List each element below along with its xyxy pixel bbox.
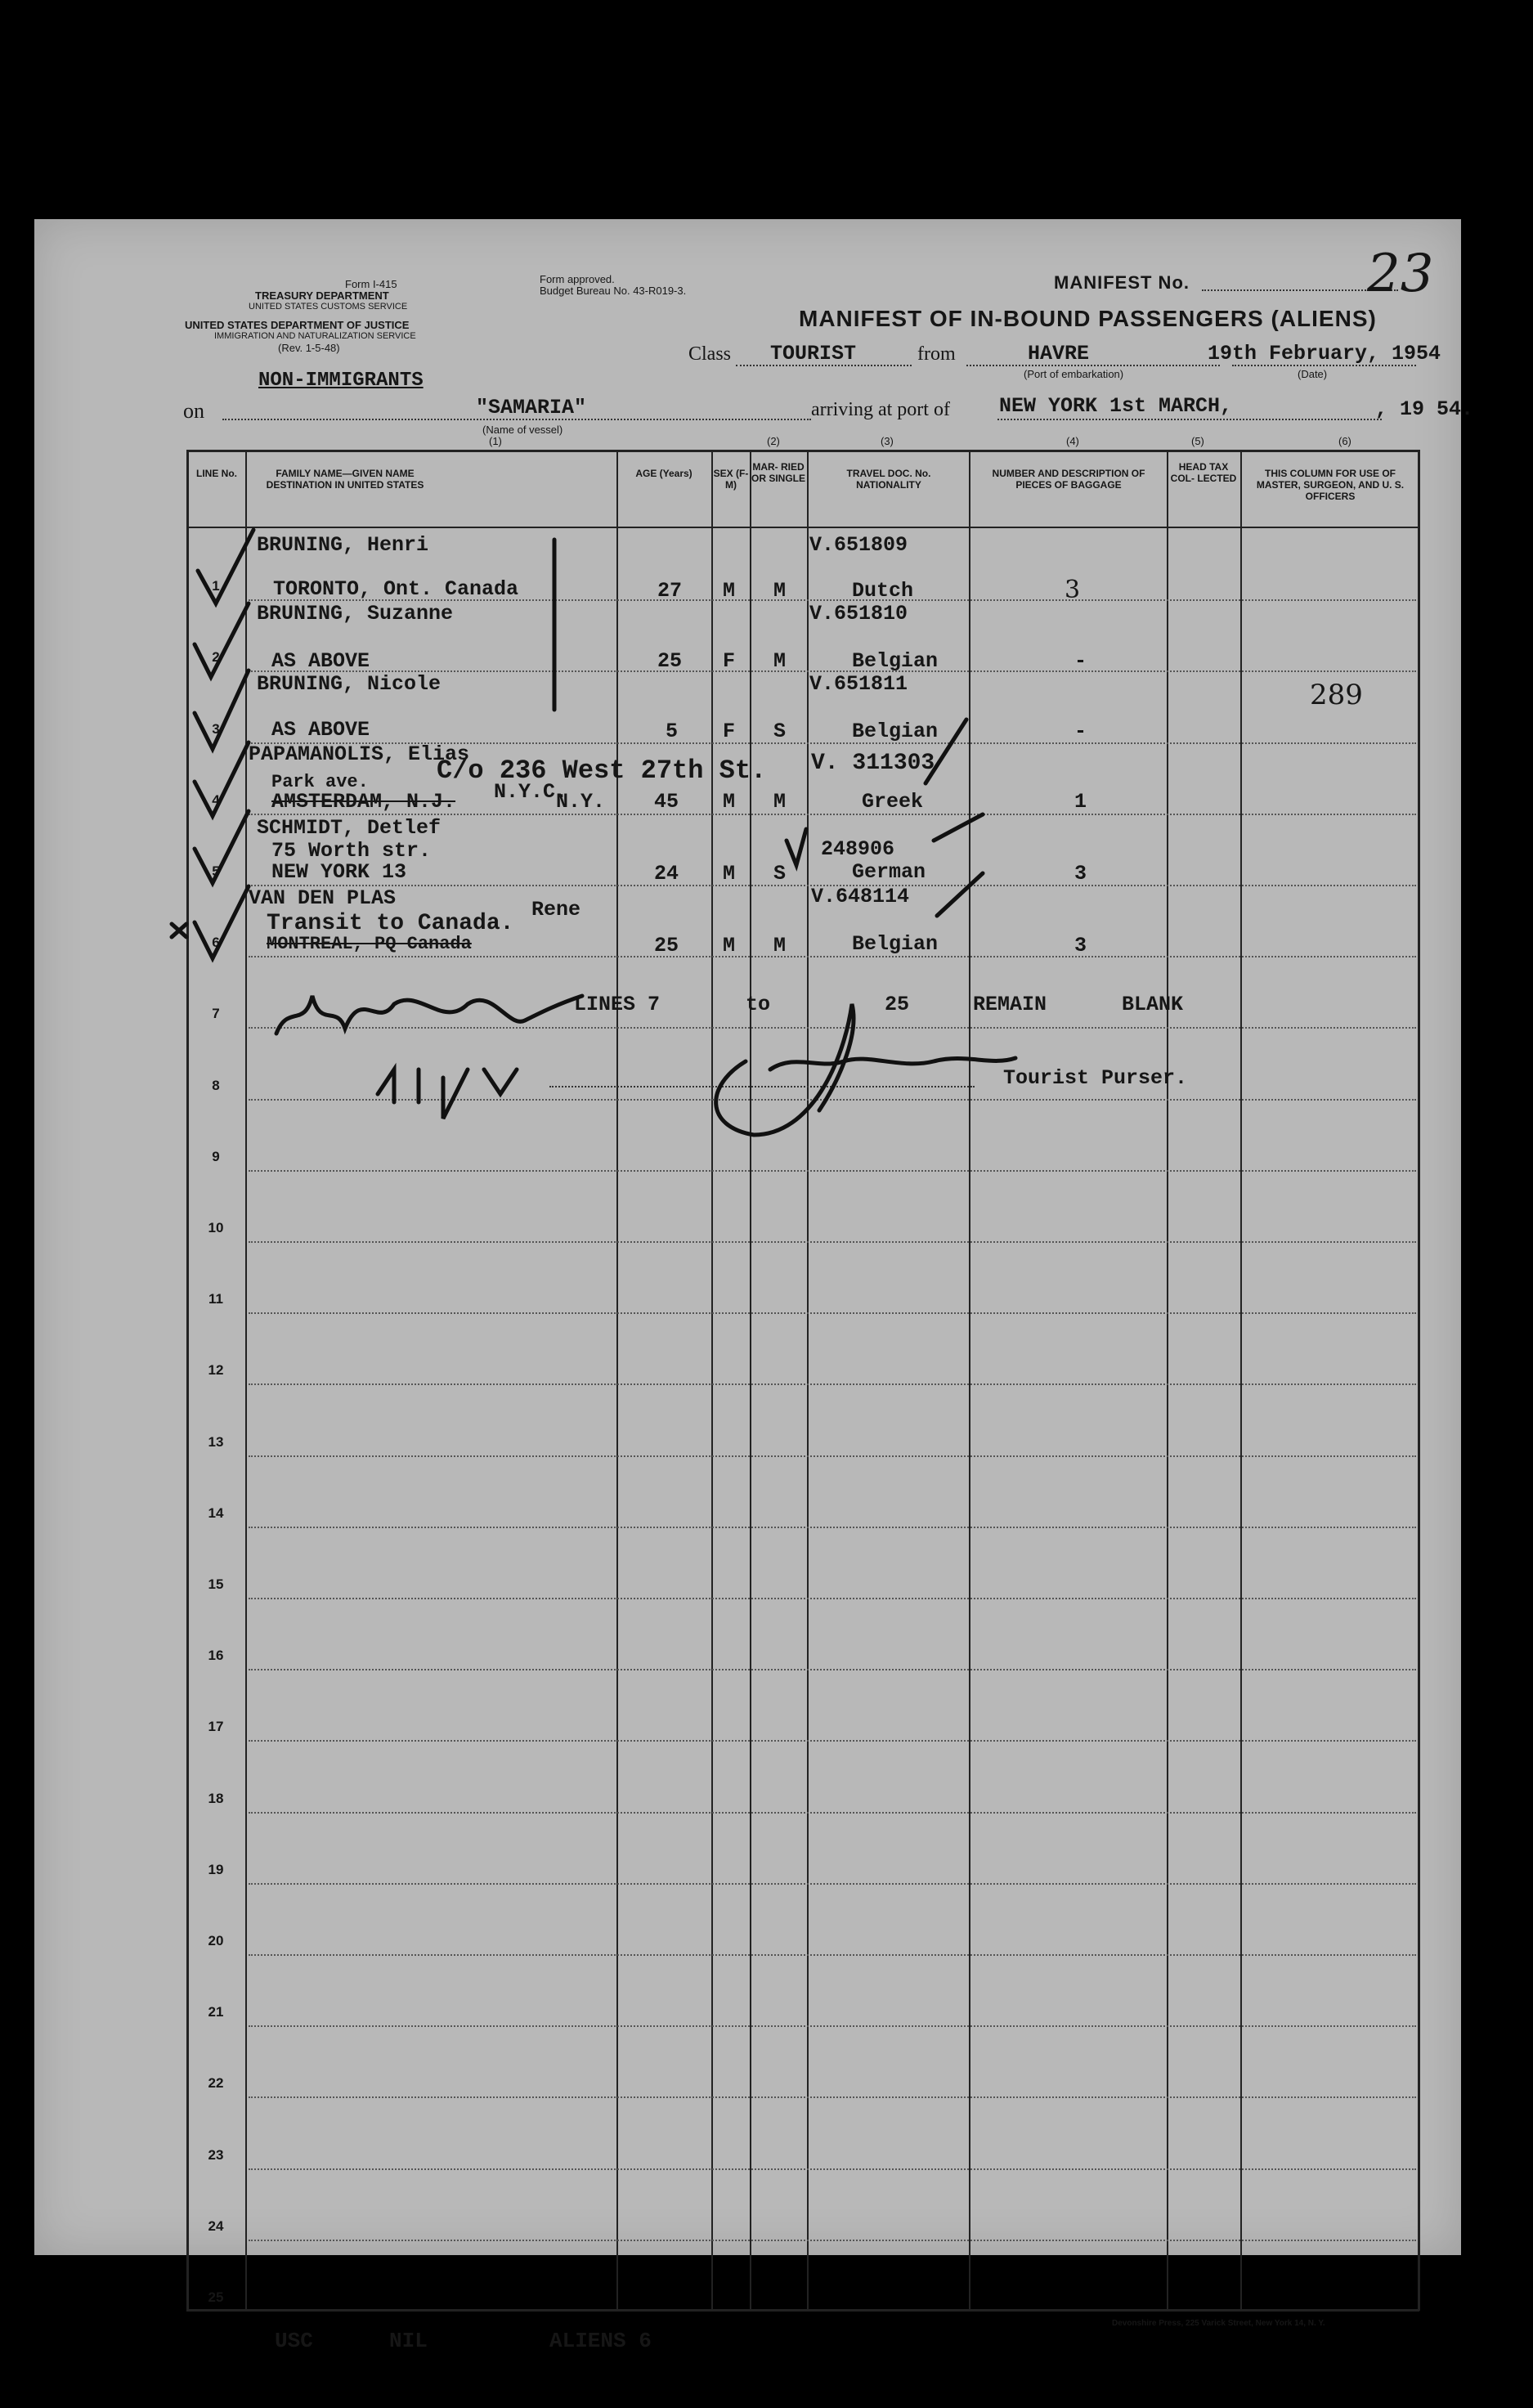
passenger-nationality: Greek <box>862 790 924 814</box>
passenger-marital: M <box>773 649 787 673</box>
class-label: Class <box>688 343 732 365</box>
header-officers: THIS COLUMN FOR USE OF MASTER, SURGEON, AND U. S. OFFICERS <box>1256 468 1405 502</box>
revision: (Rev. 1-5-48) <box>278 342 340 354</box>
passenger-travel-doc: V. 311303 <box>811 751 935 776</box>
header-married: MAR- RIED OR SINGLE <box>751 461 806 484</box>
passenger-travel-doc: V.651810 <box>809 602 908 626</box>
footer-usc: USC <box>275 2329 313 2353</box>
passenger-baggage: 3 <box>1074 862 1087 886</box>
passenger-sex: M <box>723 579 736 603</box>
passenger-address-city: N.Y.C. <box>494 780 568 804</box>
col-num-2: (2) <box>767 435 780 447</box>
remain-to: to <box>746 993 771 1016</box>
manifest-no-value: 23 <box>1367 244 1434 304</box>
line-number: 24 <box>208 2217 224 2234</box>
header-sex: SEX (F-M) <box>713 468 749 491</box>
form-approved: Form approved. <box>540 273 615 285</box>
passenger-nationality: Belgian <box>852 932 939 956</box>
passenger-nationality: German <box>852 860 926 884</box>
passenger-sex: F <box>723 720 736 743</box>
manifest-no-label: MANIFEST No. <box>1054 272 1190 293</box>
line-number: 9 <box>212 1148 220 1164</box>
passenger-sex: F <box>723 649 736 673</box>
passenger-age: 5 <box>666 720 679 743</box>
line-number: 23 <box>208 2146 224 2163</box>
remain-text: REMAIN <box>973 993 1047 1016</box>
passenger-age: 27 <box>657 579 683 603</box>
header-line-no: LINE No. <box>196 468 237 479</box>
page-title: MANIFEST OF IN-BOUND PASSENGERS (ALIENS) <box>799 306 1377 331</box>
ins-service: IMMIGRATION AND NATURALIZATION SERVICE <box>214 331 416 341</box>
class-value: TOURIST <box>770 342 857 365</box>
passenger-marital: M <box>773 934 787 957</box>
passenger-address-state: N.Y. <box>556 790 606 814</box>
passenger-marital: M <box>773 790 787 814</box>
port-note: (Port of embarkation) <box>1024 368 1124 380</box>
arrival-port-date: NEW YORK 1st MARCH, <box>999 394 1233 418</box>
passenger-sex: M <box>723 862 736 886</box>
from-label: from <box>917 343 956 365</box>
passenger-age: 24 <box>654 862 679 886</box>
passenger-destination: AS ABOVE <box>271 649 370 673</box>
header-name: FAMILY NAME—GIVEN NAME DESTINATION IN UNITED STATES <box>266 468 424 491</box>
passenger-destination-street: Park ave. <box>271 772 369 792</box>
col-num-4: (4) <box>1066 435 1079 447</box>
line-number: 19 <box>208 1861 224 1877</box>
passenger-nationality: Belgian <box>852 649 939 673</box>
passenger-destination: AS ABOVE <box>271 718 370 742</box>
passenger-given-name: Rene <box>531 898 581 921</box>
line-number: 2 <box>212 649 220 666</box>
passenger-sex: M <box>723 790 736 814</box>
arrival-year: , 19 54. <box>1375 397 1474 421</box>
on-label: on <box>183 399 204 423</box>
budget-bureau: Budget Bureau No. 43-R019-3. <box>540 285 687 297</box>
passenger-age: 25 <box>654 934 679 957</box>
passenger-age: 45 <box>654 790 679 814</box>
manifest-page <box>34 219 1474 2353</box>
treasury-dept: TREASURY DEPARTMENT <box>255 289 389 302</box>
date-value: 19th February, 1954 <box>1208 342 1441 365</box>
passenger-name: BRUNING, Suzanne <box>257 602 454 626</box>
line-number: 22 <box>208 2075 224 2092</box>
line-number: 14 <box>208 1504 224 1521</box>
justice-dept: UNITED STATES DEPARTMENT OF JUSTICE <box>185 319 410 331</box>
line-number: 3 <box>212 720 220 737</box>
passenger-address: C/o 236 West 27th St. <box>437 756 767 786</box>
passenger-destination: 75 Worth str. <box>271 839 432 863</box>
line-number: 8 <box>212 1077 220 1093</box>
header-age: AGE (Years) <box>635 468 693 479</box>
passenger-destination-city: MONTREAL, PQ Canada <box>267 934 472 954</box>
passenger-marital: M <box>773 579 787 603</box>
purser-title: Tourist Purser. <box>1003 1066 1188 1090</box>
line-number: 21 <box>208 2004 224 2020</box>
line-number: 16 <box>208 1648 224 1664</box>
line-number: 6 <box>212 935 220 951</box>
passenger-name: BRUNING, Nicole <box>257 672 442 696</box>
passenger-baggage: - <box>1074 649 1087 673</box>
col-num-5: (5) <box>1191 435 1204 447</box>
passenger-travel-doc: V.651811 <box>809 672 908 696</box>
line-number: 11 <box>208 1291 223 1307</box>
line-number: 10 <box>208 1220 224 1235</box>
line-number: 7 <box>212 1006 220 1022</box>
passenger-nationality: Dutch <box>852 579 914 603</box>
passenger-baggage: - <box>1074 720 1087 743</box>
col-num-6: (6) <box>1338 435 1351 447</box>
line-number: 1 <box>212 578 220 594</box>
vessel-note: (Name of vessel) <box>482 424 563 436</box>
passenger-baggage: 3 <box>1065 576 1081 604</box>
passenger-marital: S <box>773 862 787 886</box>
footer-aliens: ALIENS 6 <box>549 2329 652 2353</box>
remain-num: 25 <box>885 993 910 1016</box>
passenger-name: BRUNING, Henri <box>257 533 429 557</box>
line-number: 18 <box>208 1790 224 1806</box>
arriving-label: arriving at port of <box>811 399 950 420</box>
passenger-baggage: 3 <box>1074 934 1087 957</box>
printer-credit: Devonshire Press, 225 Varick Street, New York 14, N. Y. <box>1112 2319 1325 2328</box>
line-number: 5 <box>212 863 220 879</box>
passenger-name: PAPAMANOLIS, Elias <box>249 742 470 766</box>
category: NON-IMMIGRANTS <box>258 370 424 392</box>
header-tax: HEAD TAX COL- LECTED <box>1170 461 1237 484</box>
vessel-name: "SAMARIA" <box>476 396 587 419</box>
passenger-age: 25 <box>657 649 683 673</box>
passenger-travel-doc: V.651809 <box>809 533 908 557</box>
passenger-nationality: Belgian <box>852 720 939 743</box>
line-number: 17 <box>208 1719 224 1735</box>
passenger-travel-doc: 248906 <box>821 837 895 861</box>
handwritten-marks <box>34 219 1461 2255</box>
header-baggage: NUMBER AND DESCRIPTION OF PIECES OF BAGGAGE <box>992 468 1145 491</box>
header-travel: TRAVEL DOC. No. NATIONALITY <box>846 468 931 491</box>
footer-nil: NIL <box>389 2329 428 2353</box>
line-number: 20 <box>208 1933 224 1948</box>
date-note: (Date) <box>1298 368 1328 380</box>
passenger-baggage: 1 <box>1074 790 1087 814</box>
officer-note: 289 <box>1310 679 1363 711</box>
passenger-destination: TORONTO, Ont. Canada <box>273 577 519 601</box>
passenger-destination: AMSTERDAM, N.J. <box>271 790 456 814</box>
passenger-destination: Transit to Canada. <box>267 911 514 936</box>
col-num-1: (1) <box>489 435 502 447</box>
passenger-sex: M <box>723 934 736 957</box>
line-number: 4 <box>212 791 220 808</box>
line-number: 15 <box>208 1576 224 1592</box>
passenger-name: SCHMIDT, Detlef <box>257 816 442 840</box>
line-number: 12 <box>208 1362 224 1379</box>
form-number: Form I-415 <box>345 278 397 290</box>
line-number: 13 <box>208 1433 224 1450</box>
from-value: HAVRE <box>1028 342 1090 365</box>
passenger-destination-city: NEW YORK 13 <box>271 860 407 884</box>
passenger-marital: S <box>773 720 787 743</box>
blank-text: BLANK <box>1122 993 1184 1016</box>
passenger-name: VAN DEN PLAS <box>249 886 397 910</box>
passenger-travel-doc: V.648114 <box>811 885 910 908</box>
col-num-3: (3) <box>881 435 894 447</box>
customs-service: UNITED STATES CUSTOMS SERVICE <box>249 302 408 312</box>
remain-lines: LINES 7 <box>574 993 661 1016</box>
line-number: 25 <box>208 2289 224 2305</box>
